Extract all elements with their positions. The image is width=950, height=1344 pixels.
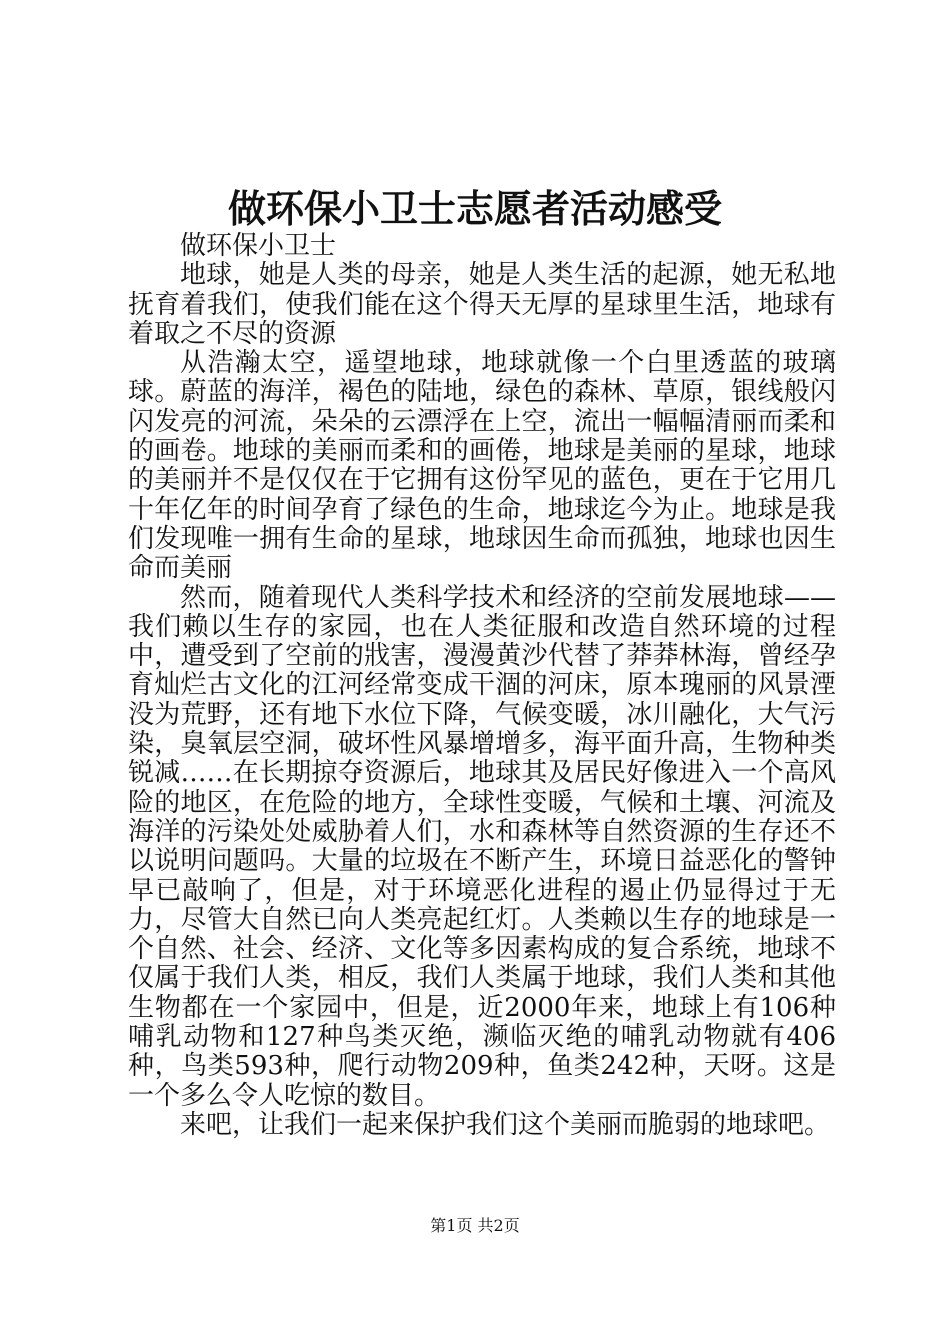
page-footer: 第1页 共2页 [430,1216,520,1235]
paragraph: 从浩瀚太空，遥望地球，地球就像一个白里透蓝的玻璃球。蔚蓝的海洋，褐色的陆地，绿色的森林、草原，银线般闪闪发亮的河流，朵朵的云漂浮在上空，流出一幅幅清丽而柔和的画卷。地球的美丽而柔和的画倦，地球是美丽的星球，地球的美丽并不是仅仅在于它拥有这份罕见的蓝色，更在于它用几十年亿年的时间孕育了绿色的生命，地球迄今为止。地球是我们发现唯一拥有生命的星球，地球因生命而孤独，地球也因生命而美丽 [128,348,836,584]
paragraph: 来吧，让我们一起来保护我们这个美丽而脆弱的地球吧。 [180,1109,831,1140]
paragraph: 然而，随着现代人类科学技术和经济的空前发展地球——我们赖以生存的家园，也在人类征服和改造自然环境的过程中，遭受到了空前的戕害，漫漫黄沙代替了莽莽林海，曾经孕育灿烂古文化的江河经常变成干涸的河床，原本瑰丽的风景湮没为荒野，还有地下水位下降，气候变暖，冰川融化，大气污染，臭氧层空洞，破坏性风暴增增多，海平面升高，生物种类锐减……在长期掠夺资源后，地球其及居民好像进入一个高风险的地区，在危险的地方，全球性变暖，气候和土壤、河流及海洋的污染处处威胁着人们，水和森林等自然资源的生存还不以说明问题吗。大量的垃圾在不断产生，环境日益恶化的警钟早已敲响了，但是，对于环境恶化进程的遏止仍显得过于无力，尽管大自然已向人类亮起红灯。人类赖以生存的地球是一个自然、社会、经济、文化等多因素构成的复合系统，地球不仅属于我们人类，相反，我们人类属于地球，我们人类和其他生物都在一个家园中，但是，近2000年来，地球上有106种哺乳动物和127种鸟类灭绝，濒临灭绝的哺乳动物就有406种，鸟类593种，爬行动物209种，鱼类242种，天呀。这是一个多么令人吃惊的数目。 [128,582,836,1111]
page-title: 做环保小卫士志愿者活动感受 [227,186,722,231]
paragraph: 地球，她是人类的母亲，她是人类生活的起源，她无私地抚育着我们，使我们能在这个得天无厚的星球里生活，地球有着取之不尽的资源 [128,260,836,349]
paragraph-subtitle: 做环保小卫士 [180,231,337,261]
document-body [128,232,836,1140]
